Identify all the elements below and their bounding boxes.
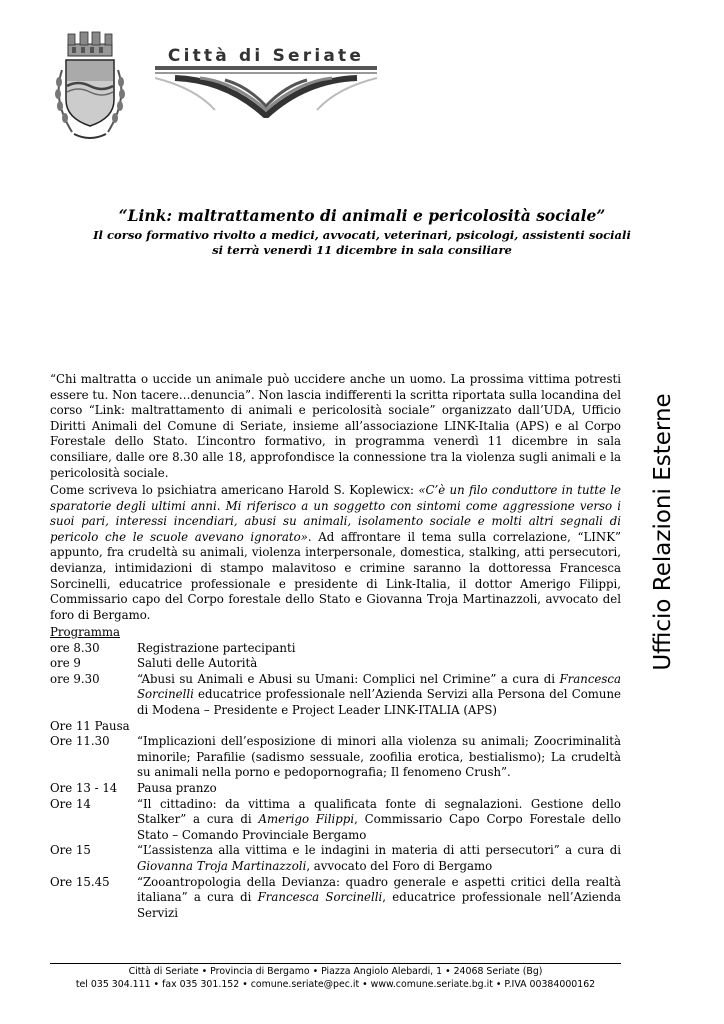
program-time: ore 9.30 [50, 671, 100, 686]
program-text: Registrazione partecipanti [137, 640, 296, 655]
program-description [137, 875, 621, 922]
paragraph-text: Come scriveva lo psichiatra americano Harold S. Koplewicx: [50, 483, 419, 497]
program-text: Pausa pranzo [137, 780, 217, 795]
paragraph-text: . Ad affrontare il tema sulla correlazione, “LINK” appunto, fra crudeltà su animali, violenza interpersonale, domestica, stalking, atti persecutori, devianza, intimidazioni di stampo malavitoso e crimine saranno la dottoressa Francesca Sorcinelli, educatrice professionale e presidente di Link-Italia, il dottor Amerigo Filippi, Commissario capo del Corpo forestale dello Stato e Giovanna Troja Martinazzoli, avvocato del foro di Bergamo. [50, 529, 621, 622]
program-description [137, 656, 621, 672]
logo-text: Città di Seriate [167, 46, 365, 66]
page-title: “Link: maltrattamento di animali e pericolosità sociale” [118, 206, 606, 225]
program-text: “L’assistenza alla vittima e le indagini in materia di atti persecutori” a cura di [137, 843, 621, 858]
program-item [50, 875, 621, 922]
program-description [137, 719, 621, 735]
program-item [50, 734, 621, 781]
program-text: “Implicazioni dell’esposizione di minori alla violenza su animali; Zoocriminalità minorile; Parafilie (sadismo sessuale, zoofilia erotica, bestialismo); La crudeltà su animali nella porno e pedopornografia; Il fenomeno Crush”. [137, 734, 621, 780]
program-text: , Commissario Capo Corpo Forestale dello Stato – Comando Provinciale Bergamo [137, 812, 622, 842]
program [50, 625, 621, 921]
paragraph-quote [50, 483, 621, 623]
subtitle-line: si terrà venerdì 11 dicembre in sala consiliare [212, 243, 512, 257]
speaker-name: Amerigo Filippi [258, 812, 355, 827]
program-time: Ore 13 - 14 [50, 780, 118, 795]
side-label-text: Ufficio Relazioni Esterne [650, 393, 676, 671]
program-text: “Abusi su Animali e Abusi su Umani: Complici nel Crimine” a cura di [137, 671, 560, 686]
side-label [648, 370, 678, 695]
program-time: Ore 15 [50, 843, 91, 858]
program-time: Ore 15.45 [50, 874, 110, 889]
logo-graphic-icon [155, 66, 377, 118]
subtitle-line: Il corso formativo rivolto a medici, avvocati, veterinari, psicologi, assistenti sociali [93, 228, 631, 242]
program-item [50, 656, 621, 672]
program-time: Ore 11.30 [50, 734, 110, 749]
program-item [50, 719, 621, 735]
program-text: , avvocato del Foro di Bergamo [306, 858, 493, 873]
program-description [137, 672, 621, 719]
program-time: ore 9 [50, 656, 81, 671]
footer-divider [50, 963, 621, 964]
paragraph-intro: “Chi maltratta o uccide un animale può uccidere anche un uomo. La prossima vittima potresti essere tu. Non tacere…denuncia”. Non lascia indifferenti la scritta riportata sulla locandina del corso “Link: maltrattamento di animali e pericolosità sociale” organizzato dall’UDA, Ufficio Diritti Animali del Comune di Seriate, insieme all’associazione LINK-Italia (APS) e al Corpo Forestale dello Stato. L’incontro formativo, in programma venerdì 11 dicembre in sala consiliare, dalle ore 8.30 alle 18, approfondisce la connessione tra la violenza sugli animali e la pericolosità sociale. [50, 372, 621, 480]
coat-of-arms-icon [50, 30, 130, 148]
program-item [50, 672, 621, 719]
program-time: Ore 14 [50, 796, 91, 811]
program-text: Saluti delle Autorità [137, 656, 258, 671]
speaker-name: Giovanna Troja Martinazzoli [137, 858, 307, 873]
footer [50, 965, 621, 991]
program-description [137, 843, 621, 874]
city-logo [155, 46, 377, 118]
program-time: Ore 11 Pausa [50, 718, 130, 733]
program-text: “Zooantropologia della Devianza: quadro generale e aspetti critici della realtà italiana” a cura di [137, 874, 621, 905]
program-item [50, 843, 621, 874]
program-item [50, 641, 621, 657]
program-text: “Il cittadino: da vittima a qualificata fonte di segnalazioni. Gestione dello Stalker” a cura di [137, 796, 621, 827]
program-time: ore 8.30 [50, 640, 100, 655]
page-subtitle [60, 228, 664, 258]
speaker-name: Francesca Sorcinelli [257, 890, 383, 905]
program-item [50, 797, 621, 844]
program-description [137, 641, 621, 657]
program-text: , educatrice professionale nell’Azienda Servizi [137, 890, 621, 920]
program-text: educatrice professionale nell’Azienda Servizi alla Persona del Comune di Modena – Presidente e Project Leader LINK-ITALIA (APS) [137, 687, 621, 717]
speaker-name: Francesca Sorcinelli [137, 671, 621, 702]
footer-contacts: tel 035 304.111 • fax 035 301.152 • comune.seriate@pec.it • www.comune.seriate.bg.it • P.IVA 00384000162 [75, 979, 596, 990]
program-description [137, 797, 621, 844]
footer-address: Città di Seriate • Provincia di Bergamo • Piazza Angiolo Alebardi, 1 • 24068 Seriate (Bg) [128, 966, 543, 977]
program-description [137, 734, 621, 781]
quote-text: «C’è un filo conduttore in tutte le sparatorie degli ultimi anni. Mi riferisco a un soggetto con sintomi come aggressione verso i suoi pari, interessi incendiari, abusi su animali, isolamento sociale e molti altri segnali di pericolo che le scuole avevano ignorato» [50, 483, 621, 544]
program-description [137, 781, 621, 797]
program-heading: Programma [50, 625, 121, 639]
program-item [50, 781, 621, 797]
